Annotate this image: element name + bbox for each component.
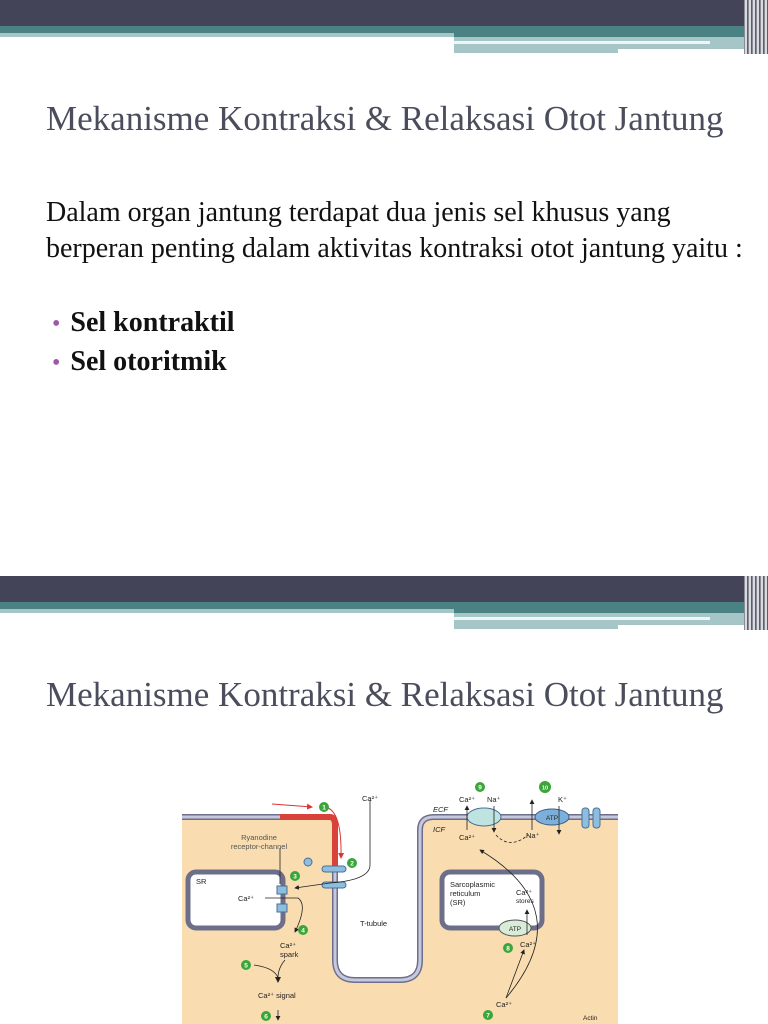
svg-text:3: 3 [293,873,297,881]
label-ca-9: Ca²⁺ [459,795,476,804]
label-ryanodine: Ryanodine [241,833,277,842]
label-ca-signal: Ca²⁺ signal [258,991,296,1000]
label-na-9: Na⁺ [487,795,501,804]
bullet-item [52,343,235,382]
slide-title: Mekanisme Kontraksi & Relaksasi Otot Jantung [46,675,724,714]
label-t-tubule: T-tubule [360,919,388,928]
label-ca-sr: Ca²⁺ [238,894,255,903]
label-actin: Actin [583,1015,598,1022]
bullet-dot-icon: • [52,350,61,376]
step-marker [503,943,513,953]
label-ca-stores: Ca²⁺ [516,888,533,897]
label-spark: spark [280,950,299,959]
svg-text:10: 10 [541,785,549,792]
step-marker [475,782,485,792]
label-ca-icf: Ca²⁺ [459,833,476,842]
svg-text:2: 2 [350,860,354,868]
step-marker [347,858,357,868]
bullet-dot-icon: • [52,311,61,337]
label-sr-abbr: (SR) [450,898,466,907]
slide-title: Mekanisme Kontraksi & Relaksasi Otot Jantung [46,99,724,138]
svg-text:5: 5 [244,962,248,970]
label-receptor-channel: receptor-channel [230,842,288,851]
label-atp-pump: ATP [545,815,559,822]
slide-2 [0,576,768,1024]
svg-text:9: 9 [478,784,482,792]
label-na-in: Na⁺ [526,831,540,840]
step-marker [319,802,329,812]
label-k: K⁺ [558,795,567,804]
svg-text:7: 7 [486,1012,490,1020]
svg-text:6: 6 [264,1013,268,1021]
label-atp-sr: ATP [508,926,522,933]
step-marker [241,960,251,970]
calcium-diagram [180,770,620,1024]
bullet-item [52,304,235,343]
svg-text:8: 8 [506,945,510,953]
label-stores: stores [516,898,534,905]
step-marker [539,781,551,793]
bullet-label: Sel kontraktil [70,307,235,338]
slide-body-text: Dalam organ jantung terdapat dua jenis sel khusus yang berperan penting dalam aktivitas kontraksi otot jantung yaitu : [46,197,743,264]
label-ca-spark: Ca²⁺ [280,941,297,950]
label-ca-extracellular: Ca²⁺ [362,794,379,803]
step-marker [290,871,300,881]
label-reticulum: reticulum [450,889,481,898]
step-marker [298,925,308,935]
step-marker [261,1011,271,1021]
label-sarcoplasmic: Sarcoplasmic [450,880,496,889]
svg-text:4: 4 [301,927,305,935]
label-icf: ICF [433,825,446,834]
label-ecf: ECF [433,805,448,814]
label-ca-8: Ca²⁺ [520,940,537,949]
bullet-list [52,304,235,382]
step-marker [483,1010,493,1020]
slide-header-bar [0,576,768,636]
slide-header-bar [0,0,768,60]
bullet-label: Sel otoritmik [70,346,227,377]
svg-text:1: 1 [322,804,326,812]
label-sr: SR [196,877,207,886]
label-ca-7: Ca²⁺ [496,1000,513,1009]
